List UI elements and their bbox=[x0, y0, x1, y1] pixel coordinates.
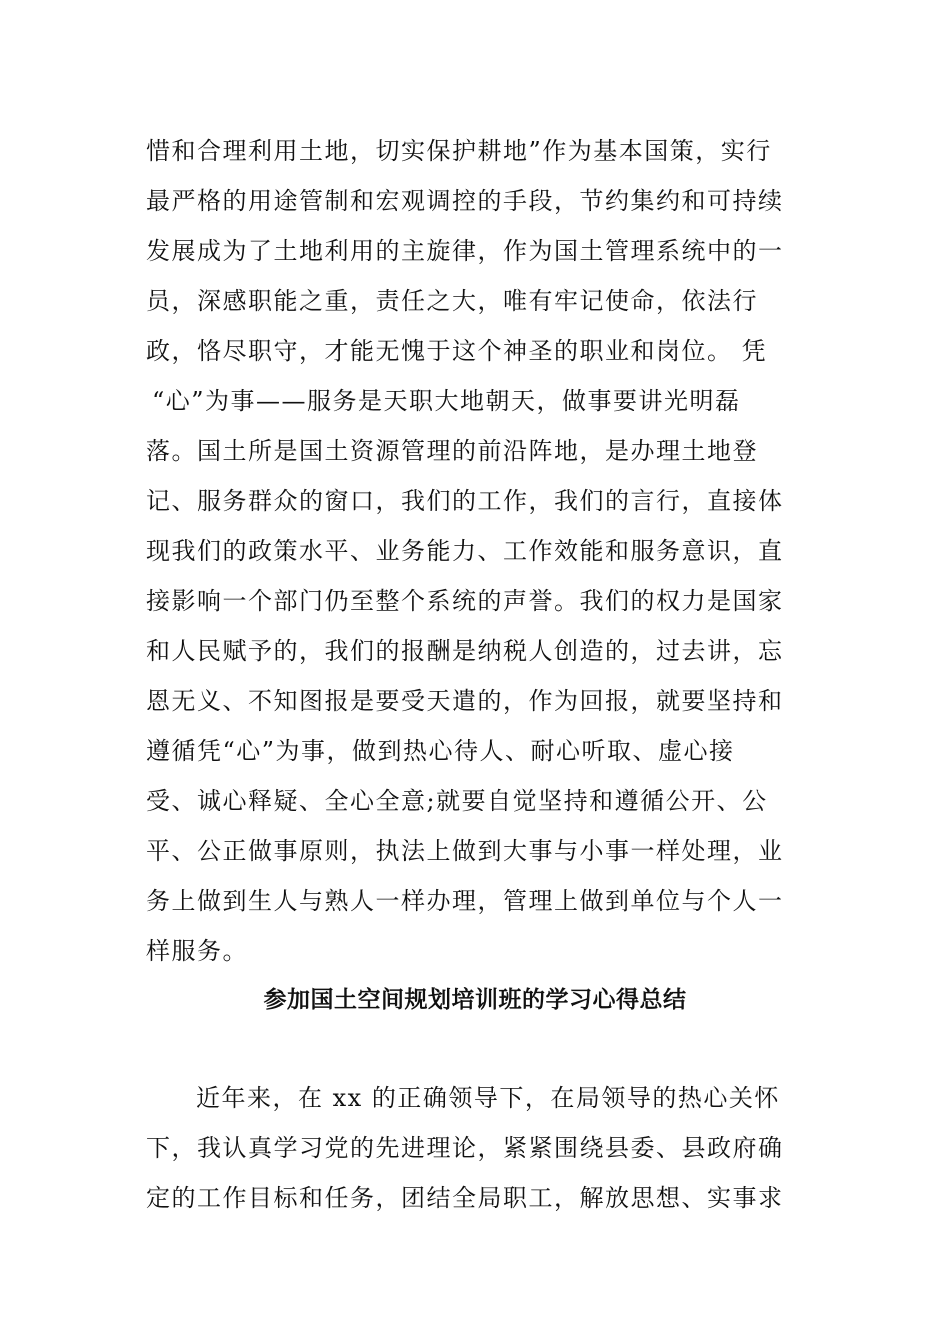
paragraph-line: 遵循凭“心”为事，做到热心待人、耐心听取、虚心接 bbox=[146, 737, 735, 765]
paragraph-line: 接影响一个部门仍至整个系统的声誉。我们的权力是国家 bbox=[146, 587, 784, 615]
paragraph-line: 现我们的政策水平、业务能力、工作效能和服务意识，直 bbox=[146, 537, 784, 565]
section-title: 参加国土空间规划培训班的学习心得总结 bbox=[263, 986, 687, 1013]
paragraph-line: 最严格的用途管制和宏观调控的手段，节约集约和可持续 bbox=[146, 187, 784, 215]
paragraph-line: 记、服务群众的窗口，我们的工作，我们的言行，直接体 bbox=[146, 487, 784, 515]
paragraph-line: 和人民赋予的，我们的报酬是纳税人创造的，过去讲，忘 bbox=[146, 637, 784, 665]
paragraph-line: 下，我认真学习党的先进理论，紧紧围绕县委、县政府确 bbox=[146, 1134, 784, 1162]
paragraph-line: 发展成为了土地利用的主旋律，作为国土管理系统中的一 bbox=[146, 237, 784, 265]
paragraph-line: 员，深感职能之重，责任之大，唯有牢记使命，依法行 bbox=[146, 287, 758, 315]
paragraph-line: 受、诚心释疑、全心全意;就要自觉坚持和遵循公开、公 bbox=[146, 787, 768, 815]
paragraph-line: 平、公正做事原则，执法上做到大事与小事一样处理，业 bbox=[146, 837, 784, 865]
paragraph-line: 惜和合理利用土地，切实保护耕地”作为基本国策，实行 bbox=[146, 137, 772, 165]
paragraph-line: 定的工作目标和任务，团结全局职工，解放思想、实事求 bbox=[146, 1184, 784, 1212]
paragraph-line: 恩无义、不知图报是要受天遣的，作为回报，就要坚持和 bbox=[146, 687, 784, 715]
paragraph-line: 近年来，在 xx 的正确领导下，在局领导的热心关怀 bbox=[196, 1084, 780, 1112]
paragraph-line: “心”为事——服务是天职大地朝天，做事要讲光明磊 bbox=[152, 387, 741, 415]
paragraph-line: 务上做到生人与熟人一样办理，管理上做到单位与个人一 bbox=[146, 887, 784, 915]
paragraph-line: 样服务。 bbox=[146, 937, 248, 965]
paragraph-line: 政，恪尽职守，才能无愧于这个神圣的职业和岗位。 凭 bbox=[146, 337, 768, 365]
paragraph-line: 落。国土所是国土资源管理的前沿阵地，是办理土地登 bbox=[146, 437, 758, 465]
